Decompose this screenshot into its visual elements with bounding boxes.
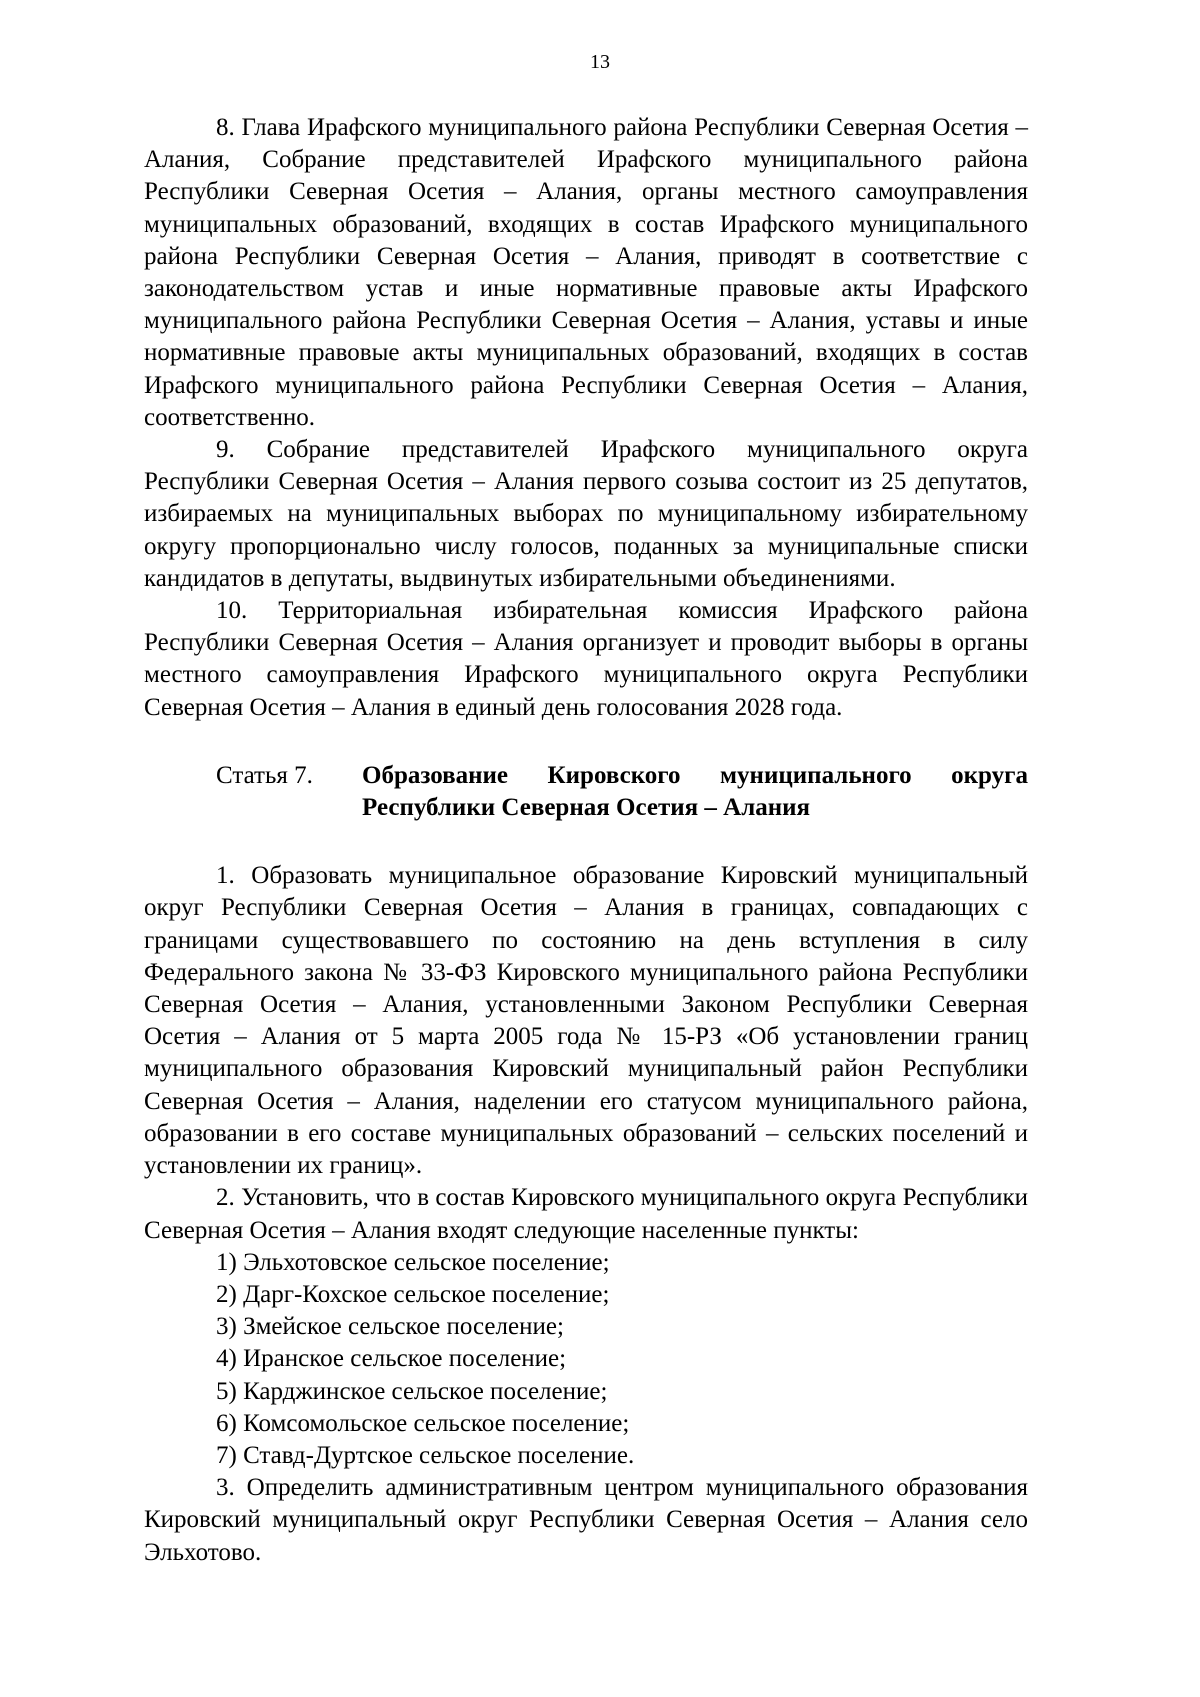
document-body	[144, 112, 1028, 1569]
article-number: Статья 7.	[216, 761, 313, 789]
paragraph-10: 10. Территориальная избирательная комиссия Ирафского района Республики Северная Осетия – Алания организует и проводит выборы в органы местного самоуправления Ирафского муниципального округа Республики Северная Осетия – Алания в единый день голосования 2028 года.	[144, 597, 1028, 721]
article-title: Образование Кировского муниципального округа Республики Северная Осетия – Алания	[362, 761, 1028, 822]
list-item: 6) Комсомольское сельское поселение;	[216, 1409, 630, 1437]
settlements-list	[144, 1247, 1028, 1472]
article-paragraph-1: 1. Образовать муниципальное образование Кировский муниципальный округ Республики Северная Осетия – Алания в границах, совпадающих с границами существовавшего по состоянию на день вступления в силу Федерального закона № 33-ФЗ Кировского муниципального района Республики Северная Осетия – Алания, установленными Законом Республики Северная Осетия – Алания от 5 марта 2005 года № 15-РЗ «Об установлении границ муниципального образования Кировский муниципальный район Республики Северная Осетия – Алания, наделении его статусом муниципального района, образовании в его составе муниципальных образований – сельских поселений и установлении их границ».	[144, 862, 1028, 1180]
paragraph-8: 8. Глава Ирафского муниципального района Республики Северная Осетия – Алания, Собрание представителей Ирафского муниципального района Республики Северная Осетия – Алания, органы местного самоуправления муниципальных образований, входящих в состав Ирафского муниципального района Республики Северная Осетия – Алания, приводят в соответствие с законодательством устав и иные нормативные правовые акты Ирафского муниципального района Республики Северная Осетия – Алания, уставы и иные нормативные правовые акты муниципальных образований, входящих в состав Ирафского муниципального района Республики Северная Осетия – Алания, соответственно.	[144, 114, 1028, 431]
list-item: 3) Змейское сельское поселение;	[216, 1313, 564, 1341]
page-number: 13	[590, 51, 610, 73]
list-item: 1) Эльхотовское сельское поселение;	[216, 1248, 610, 1276]
list-item: 7) Ставд-Дуртское сельское поселение.	[216, 1441, 635, 1469]
article-paragraph-3: 3. Определить административным центром муниципального образования Кировский муниципальный округ Республики Северная Осетия – Алания село Эльхотово.	[144, 1474, 1028, 1566]
list-item: 4) Иранское сельское поселение;	[216, 1345, 567, 1373]
list-item: 5) Карджинское сельское поселение;	[216, 1377, 608, 1405]
list-item: 2) Дарг-Кохское сельское поселение;	[216, 1280, 610, 1308]
article-heading	[144, 760, 1028, 824]
article-paragraph-2: 2. Установить, что в состав Кировского муниципального округа Республики Северная Осетия – Алания входят следующие населенные пункты:	[144, 1184, 1028, 1244]
paragraph-9: 9. Собрание представителей Ирафского муниципального округа Республики Северная Осетия – Алания первого созыва состоит из 25 депутатов, избираемых на муниципальных выборах по муниципальному избирательному округу пропорционально числу голосов, поданных за муниципальные списки кандидатов в депутаты, выдвинутых избирательными объединениями.	[144, 436, 1028, 592]
